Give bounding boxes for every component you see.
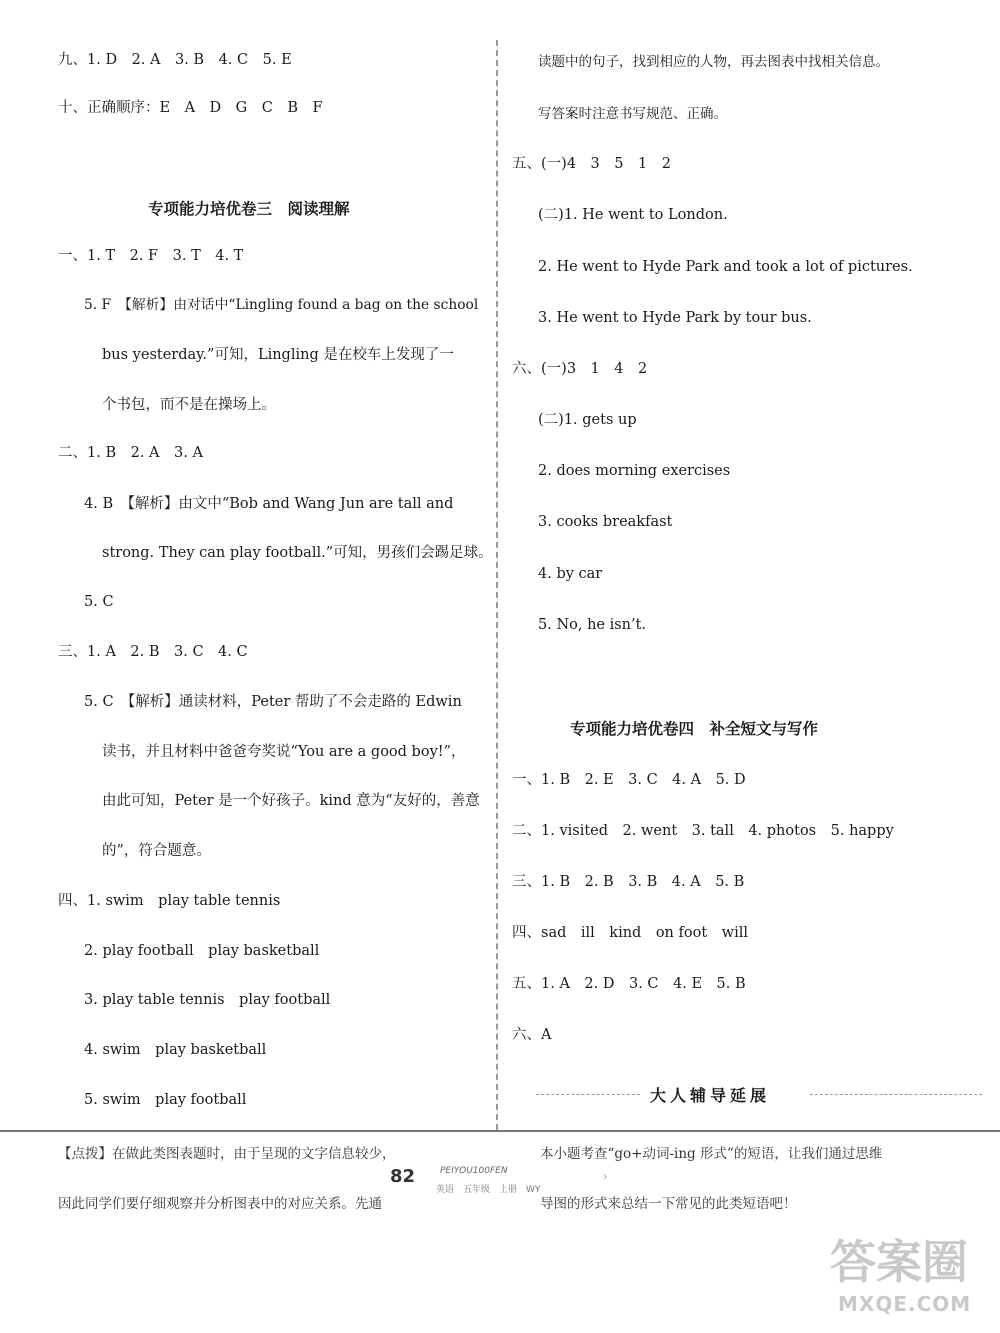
answer-line: 四、sad ill kind on foot will	[512, 925, 748, 941]
answer-line: 3. play table tennis play football	[84, 992, 331, 1008]
answer-line: 2. does morning exercises	[538, 463, 731, 479]
answer-line: 三、1. B 2. B 3. B 4. A 5. B	[512, 874, 745, 890]
answer-line: 十、正确顺序：E A D G C B F	[58, 100, 323, 116]
answer-line: 六、(一)3 1 4 2	[512, 361, 648, 377]
answer-line: 个书包，而不是在操场上。	[102, 397, 276, 413]
answer-line: 的”，符合题意。	[102, 843, 211, 859]
answer-line: 2. play football play basketball	[84, 943, 320, 959]
answer-line: 四、1. swim play table tennis	[58, 893, 281, 909]
extension-title: 大人辅导延展	[650, 1086, 771, 1105]
answer-line: 六、A	[512, 1027, 552, 1043]
horizontal-divider	[0, 1130, 1000, 1132]
answer-line: 九、1. D 2. A 3. B 4. C 5. E	[58, 52, 292, 68]
answer-line: 5. No, he isn’t.	[538, 617, 647, 633]
answer-line: 5. F 【解析】由对话中“Lingling found a bag on the school	[84, 297, 479, 313]
answer-line: 一、1. T 2. F 3. T 4. T	[58, 248, 244, 264]
answer-line: (二)1. He went to London.	[538, 207, 728, 223]
extension-rule-right	[810, 1094, 982, 1095]
answer-line: 一、1. B 2. E 3. C 4. A 5. D	[512, 772, 746, 788]
answer-line: 4. swim play basketball	[84, 1042, 267, 1058]
answer-line: 由此可知，Peter 是一个好孩子。kind 意为“友好的，善意	[102, 793, 480, 809]
tip-text: 导图的形式来总结一下常见的此类短语吧！	[540, 1196, 797, 1212]
answer-line: (二)1. gets up	[538, 412, 637, 428]
answer-line: 5. C 【解析】通读材料，Peter 帮助了不会走路的 Edwin	[84, 694, 462, 710]
answer-line: strong. They can play football.”可知，男孩们会踢足球。	[102, 545, 493, 561]
answer-line: 读题中的句子，找到相应的人物，再去图表中找相关信息。	[538, 54, 889, 70]
tip-text: 【点拨】在做此类图表题时，由于呈现的文字信息较少，	[58, 1146, 396, 1162]
answer-line: bus yesterday.”可知，Lingling 是在校车上发现了一	[102, 347, 454, 363]
answer-line: 五、1. A 2. D 3. C 4. E 5. B	[512, 976, 746, 992]
answer-line: 3. cooks breakfast	[538, 514, 673, 530]
section-title: 专项能力培优卷三 阅读理解	[148, 200, 350, 218]
answer-line: 读书，并且材料中爸爸夸奖说“You are a good boy!”，	[102, 744, 466, 760]
answer-line: 4. B 【解析】由文中“Bob and Wang Jun are tall and	[84, 496, 454, 512]
answer-line: 3. He went to Hyde Park by tour bus.	[538, 310, 812, 326]
tip-text: 因此同学们要仔细观察并分析图表中的对应关系。先通	[58, 1196, 382, 1212]
answer-line: 三、1. A 2. B 3. C 4. C	[58, 644, 248, 660]
answer-line: 4. by car	[538, 566, 603, 582]
watermark-url: MXQE.COM	[838, 1292, 972, 1316]
brand-logo: PEIYOU100FEN	[440, 1166, 508, 1176]
answer-line: 二、1. visited 2. went 3. tall 4. photos 5. happy	[512, 823, 894, 839]
watermark-logo: 答案圈	[830, 1235, 968, 1289]
extension-rule-left	[536, 1094, 640, 1095]
section-title: 专项能力培优卷四 补全短文与写作	[570, 720, 819, 738]
tip-text: 本小题考查“go+动词-ing 形式”的短语，让我们通过思维	[540, 1146, 883, 1162]
answer-line: 2. He went to Hyde Park and took a lot of pictures.	[538, 259, 913, 275]
answer-line: 二、1. B 2. A 3. A	[58, 445, 203, 461]
answer-line: 5. C	[84, 594, 114, 610]
page-number: 82	[390, 1166, 416, 1187]
answer-line: 5. swim play football	[84, 1092, 247, 1108]
book-meta: 英语 五年级 上册 WY	[436, 1185, 541, 1195]
column-divider	[496, 40, 498, 1130]
answer-line: 写答案时注意书写规范、正确。	[538, 106, 727, 122]
chevron-right-icon: ›	[603, 1170, 608, 1183]
answer-line: 五、(一)4 3 5 1 2	[512, 156, 671, 172]
